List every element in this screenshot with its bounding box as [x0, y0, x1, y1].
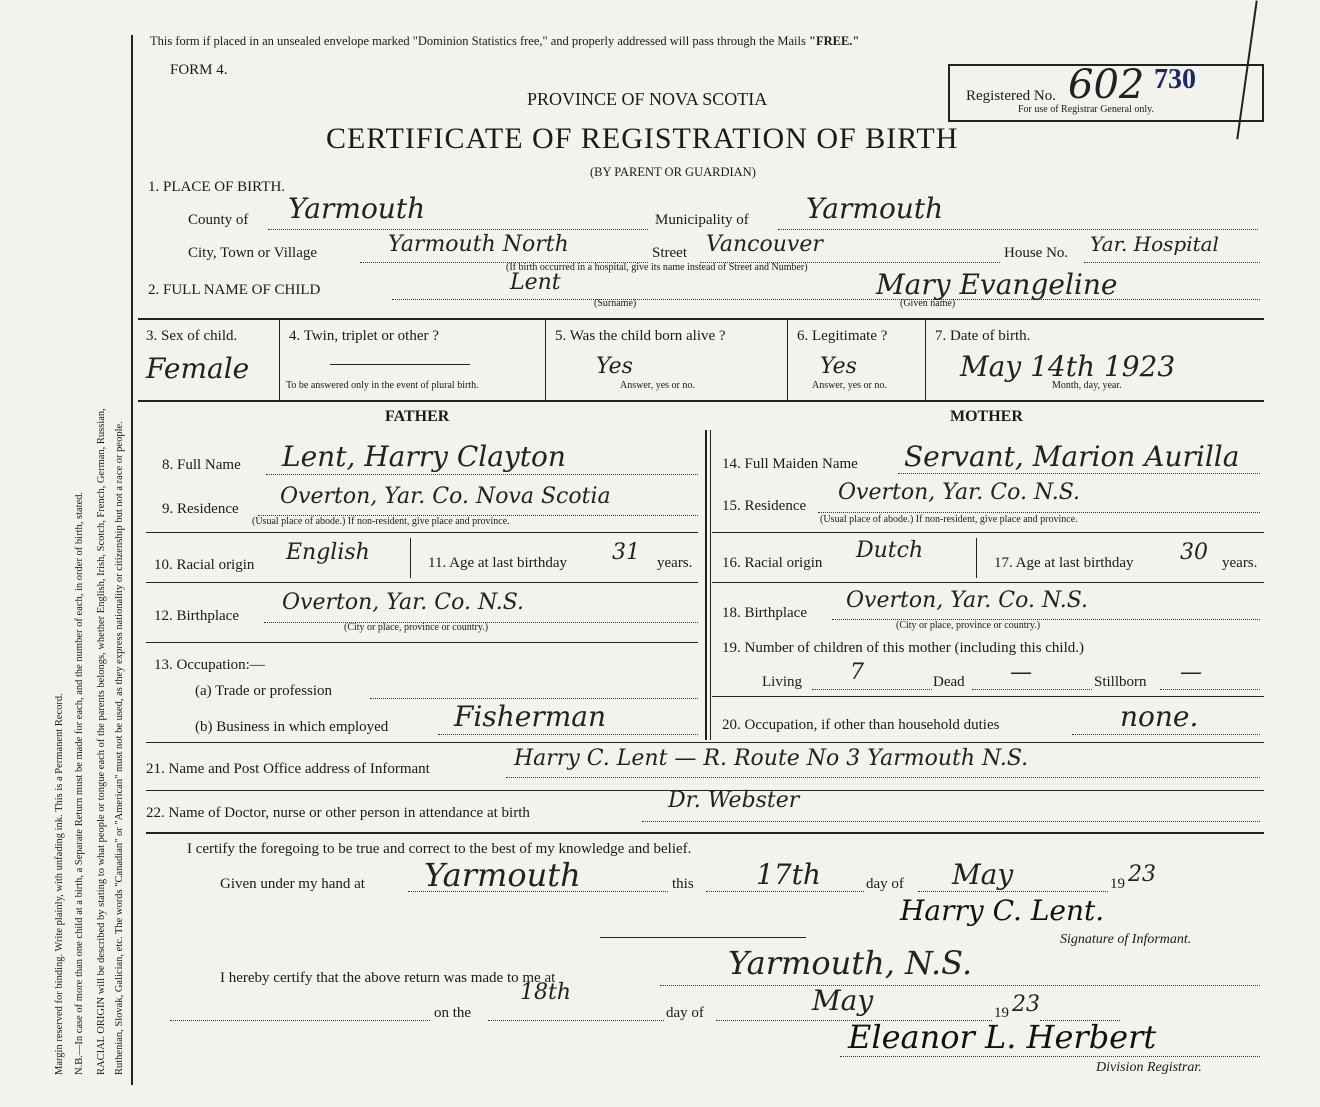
reg-year-suffix: 23 — [1012, 992, 1040, 1017]
street-value: Vancouver — [706, 232, 823, 257]
father-age-label: 11. Age at last birthday — [428, 555, 567, 571]
registered-label: Registered No. — [966, 88, 1056, 104]
mother-age-label: 17. Age at last birthday — [994, 555, 1134, 571]
reg-year-prefix: 19 — [994, 1005, 1009, 1021]
mother-residence-note: (Usual place of abode.) If non-resident, give place and province. — [820, 514, 1078, 525]
mother-name-value: Servant, Marion Aurilla — [904, 440, 1240, 473]
informant-label: 21. Name and Post Office address of Informant — [146, 761, 430, 777]
mother-age-value: 30 — [1180, 540, 1208, 565]
father-name-value: Lent, Harry Clayton — [282, 440, 566, 473]
informant-signature: Harry C. Lent. — [900, 894, 1105, 927]
informant-value: Harry C. Lent — R. Route No 3 Yarmouth N.S. — [514, 746, 1029, 771]
father-trade-label: (a) Trade or profession — [195, 683, 333, 699]
father-age-unit: years. — [657, 555, 693, 571]
registration-month: May — [812, 984, 874, 1017]
father-race-value: English — [286, 540, 370, 565]
father-business-label: (b) Business in which employed — [195, 719, 389, 735]
registration-day: 18th — [520, 980, 572, 1005]
city-label: City, Town or Village — [188, 245, 318, 261]
child-name-label: 2. FULL NAME OF CHILD — [148, 282, 321, 298]
dob-label: 7. Date of birth. — [935, 328, 1031, 344]
municipality-label: Municipality of — [655, 212, 749, 228]
dead-value: — — [1010, 660, 1032, 685]
mother-residence-value: Overton, Yar. Co. N.S. — [838, 480, 1081, 505]
registered-stamp: 730 — [1154, 64, 1196, 95]
form-number: FORM 4. — [170, 62, 228, 78]
registrar-signature: Eleanor L. Herbert — [848, 1018, 1157, 1056]
margin-note-4: Ruthenian, Slovak, Galician, etc. The words "Canadian" or "American" must not be used, as they express nationality or citizenship but not a race or people. — [114, 421, 125, 1075]
given-under-label: Given under my hand at — [220, 876, 365, 892]
mail-note: This form if placed in an unsealed envelope marked "Dominion Statistics free," and properly addressed will pass through the Mails "FREE." — [150, 34, 860, 48]
city-value: Yarmouth North — [388, 232, 569, 257]
alive-label: 5. Was the child born alive ? — [555, 328, 726, 344]
twin-label: 4. Twin, triplet or other ? — [289, 328, 439, 344]
alive-value: Yes — [596, 354, 633, 379]
doctor-value: Dr. Webster — [668, 788, 800, 813]
on-the-label: on the — [434, 1005, 472, 1021]
father-name-label: 8. Full Name — [162, 457, 241, 473]
house-label: House No. — [1004, 245, 1069, 261]
given-year-prefix: 19 — [1110, 876, 1125, 892]
legitimate-label: 6. Legitimate ? — [797, 328, 888, 344]
father-heading: FATHER — [385, 408, 450, 425]
mother-race-value: Dutch — [856, 538, 924, 563]
father-birthplace-label: 12. Birthplace — [154, 608, 239, 624]
given-place: Yarmouth — [424, 856, 581, 894]
reg-day-of-label: day of — [666, 1005, 704, 1021]
legitimate-value: Yes — [820, 354, 857, 379]
this-label: this — [672, 876, 694, 892]
father-birthplace-note: (City or place, province or country.) — [344, 622, 489, 633]
child-surname: Lent — [510, 270, 561, 295]
living-label: Living — [762, 674, 802, 690]
street-label: Street — [652, 245, 687, 261]
dob-note: Month, day, year. — [1052, 380, 1122, 391]
legitimate-note: Answer, yes or no. — [812, 380, 887, 391]
father-race-label: 10. Racial origin — [154, 557, 255, 573]
certify-text: I certify the foregoing to be true and correct to the best of my knowledge and belief. — [187, 841, 692, 857]
twin-note: To be answered only in the event of plural birth. — [286, 380, 479, 391]
registered-box — [948, 64, 1264, 122]
county-value: Yarmouth — [288, 192, 426, 225]
given-name-note: (Given name) — [900, 298, 956, 309]
child-given-name: Mary Evangeline — [876, 268, 1118, 301]
municipality-value: Yarmouth — [806, 192, 944, 225]
division-registrar-label: Division Registrar. — [1096, 1060, 1202, 1075]
margin-rule — [131, 35, 133, 1085]
alive-note: Answer, yes or no. — [620, 380, 695, 391]
mother-birthplace-label: 18. Birthplace — [722, 605, 807, 621]
dead-label: Dead — [933, 674, 965, 690]
surname-note: (Surname) — [594, 298, 637, 309]
county-label: County of — [188, 212, 249, 228]
hospital-note: (If birth occurred in a hospital, give its name instead of Street and Number) — [506, 262, 808, 273]
father-residence-note: (Usual place of abode.) If non-resident, give place and province. — [252, 516, 510, 527]
mother-occupation-label: 20. Occupation, if other than household duties — [722, 717, 1000, 733]
sex-value: Female — [146, 352, 250, 385]
stillborn-value: — — [1180, 660, 1202, 685]
mother-heading: MOTHER — [950, 408, 1023, 425]
father-age-value: 31 — [612, 540, 640, 565]
living-value: 7 — [850, 660, 864, 685]
page-subtitle: (BY PARENT OR GUARDIAN) — [590, 165, 756, 179]
margin-note-2: N.B.—In case of more than one child at a birth, a Separate Return must be made for each, and the number of each, in order of birth, stated. — [74, 491, 85, 1075]
margin-note-3: RACIAL ORIGIN will be described by stating to what people or tongue each of the parents belongs, whether English, Irish, Scotch, French, German, Russian, — [96, 408, 107, 1075]
signature-of-informant-label: Signature of Informant. — [1060, 932, 1192, 947]
father-residence-label: 9. Residence — [162, 501, 239, 517]
given-day: 17th — [756, 858, 821, 891]
given-month: May — [952, 858, 1014, 891]
margin-note-1: Margin reserved for binding. Write plainly, with unfading ink. This is a Permanent Record. — [54, 693, 65, 1075]
registration-place: Yarmouth, N.S. — [728, 944, 973, 982]
registrar-use-note: For use of Registrar General only. — [1018, 104, 1154, 115]
day-of-label: day of — [866, 876, 904, 892]
father-occupation-label: 13. Occupation:— — [154, 657, 265, 673]
dob-value: May 14th 1923 — [960, 350, 1176, 383]
page-title: CERTIFICATE OF REGISTRATION OF BIRTH — [326, 122, 959, 155]
mother-children-label: 19. Number of children of this mother (including this child.) — [722, 640, 1085, 656]
doctor-label: 22. Name of Doctor, nurse or other person in attendance at birth — [146, 805, 530, 821]
house-value: Yar. Hospital — [1090, 232, 1219, 256]
place-of-birth-label: 1. PLACE OF BIRTH. — [148, 179, 286, 195]
mother-residence-label: 15. Residence — [722, 498, 807, 514]
province-title: PROVINCE OF NOVA SCOTIA — [527, 89, 768, 109]
mother-name-label: 14. Full Maiden Name — [722, 456, 858, 472]
sex-label: 3. Sex of child. — [146, 328, 238, 344]
father-business-value: Fisherman — [454, 700, 607, 733]
mother-race-label: 16. Racial origin — [722, 555, 823, 571]
mother-birthplace-value: Overton, Yar. Co. N.S. — [846, 588, 1089, 613]
father-residence-value: Overton, Yar. Co. Nova Scotia — [280, 484, 611, 509]
given-year-suffix: 23 — [1128, 862, 1156, 887]
mother-age-unit: years. — [1222, 555, 1258, 571]
mother-occupation-value: none. — [1120, 700, 1199, 733]
father-birthplace-value: Overton, Yar. Co. N.S. — [282, 590, 525, 615]
mother-birthplace-note: (City or place, province or country.) — [896, 620, 1041, 631]
registrar-certify-text: I hereby certify that the above return was made to me at — [220, 970, 556, 986]
registered-handwritten: 602 — [1068, 62, 1145, 108]
stillborn-label: Stillborn — [1094, 674, 1147, 690]
